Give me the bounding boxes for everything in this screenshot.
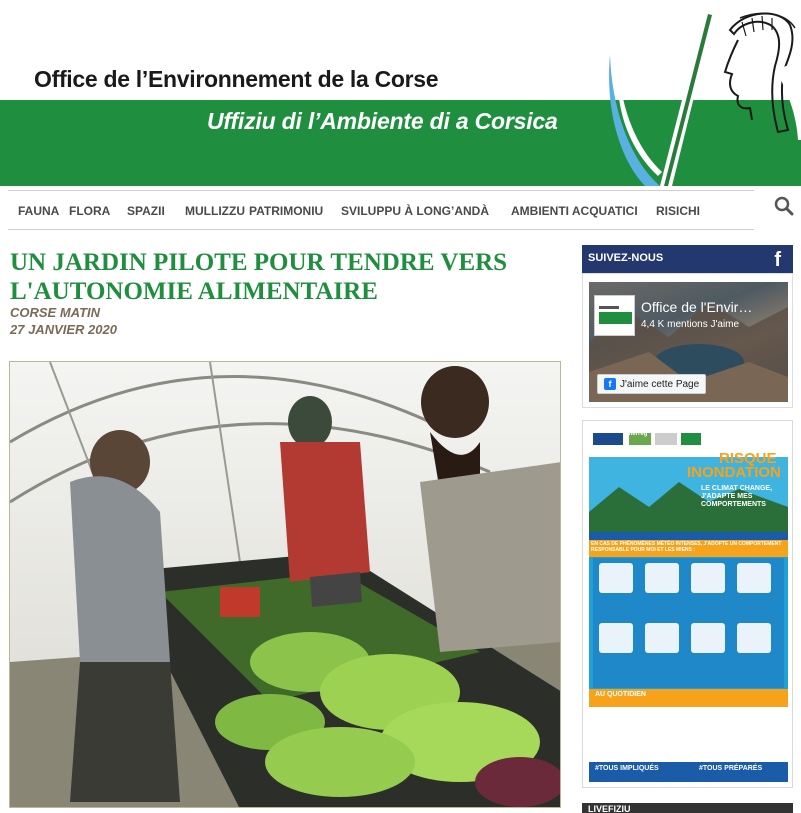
poster-program-logo: interreg [625, 431, 648, 437]
facebook-cover-image [589, 282, 788, 402]
poster-title-risque: RISQUE [719, 450, 777, 467]
facebook-like-button[interactable] [597, 374, 706, 394]
poster-section1: EN CAS DE PHÉNOMÈNES MÉTÉO INTENSES, J'ADOPTE UN COMPORTEMENT RESPONSABLE POUR MOI ET LES MIENS : [591, 541, 782, 553]
facebook-page-widget[interactable] [582, 273, 793, 408]
facebook-f-icon: f [604, 378, 616, 390]
poster-title-inondation: INONDATION [687, 464, 781, 481]
follow-us-bar [582, 245, 793, 273]
sidebar-bottom-label: LIVEFIZIU [588, 804, 631, 813]
site-title[interactable]: Office de l’Environnement de la Corse [34, 66, 439, 92]
sidebar-bottom-bar [582, 803, 793, 813]
nav-item-sviluppu[interactable]: SVILUPPU À LONG’ANDÀ [341, 204, 490, 218]
site-subtitle: Uffiziu di l’Ambiente di a Corsica [207, 108, 558, 134]
poster-tag-impliques: #TOUS IMPLIQUÉS [595, 765, 659, 772]
facebook-page-avatar[interactable] [594, 295, 635, 336]
site-header [0, 0, 801, 188]
follow-us-label: SUIVEZ-NOUS [588, 252, 664, 264]
nav-item-ambienti-acquatici[interactable]: AMBIENTI ACQUATICI [511, 204, 638, 218]
article-title: UN JARDIN PILOTE POUR TENDRE VERS L'AUTONOMIE ALIMENTAIRE [10, 249, 508, 305]
article-date: 27 JANVIER 2020 [10, 322, 117, 337]
greenhouse-photo-image [10, 362, 561, 808]
nav-item-risichi[interactable]: RISICHI [656, 204, 701, 218]
nav-item-spazii[interactable]: SPAZII [127, 204, 165, 218]
nav-item-patrimoniu[interactable]: PATRIMONIU [249, 204, 324, 218]
facebook-like-label: J'aime cette Page [620, 378, 700, 390]
poster-section2: AU QUOTIDIEN [595, 691, 646, 698]
search-icon[interactable] [774, 196, 794, 216]
nav-item-fauna[interactable]: FAUNA [18, 204, 60, 218]
article-source: CORSE MATIN [10, 305, 101, 320]
poster-tagline: LE CLIMAT CHANGE, J'ADAPTE MES COMPORTEMENTS [701, 485, 773, 508]
nav-item-mullizzu[interactable]: MULLIZZU [185, 204, 245, 218]
facebook-page-name[interactable]: Office de l'Envir… [641, 299, 753, 315]
risque-inondation-poster[interactable] [582, 420, 793, 788]
facebook-icon[interactable]: f [774, 249, 781, 271]
oec-logo[interactable] [600, 0, 801, 188]
main-nav [8, 190, 754, 230]
facebook-likes-count: 4,4 K mentions J'aime [641, 319, 740, 330]
nav-item-flora[interactable]: FLORA [69, 204, 111, 218]
poster-tag-prepares: #TOUS PRÉPARÉS [699, 765, 763, 772]
article-photo [9, 361, 561, 808]
